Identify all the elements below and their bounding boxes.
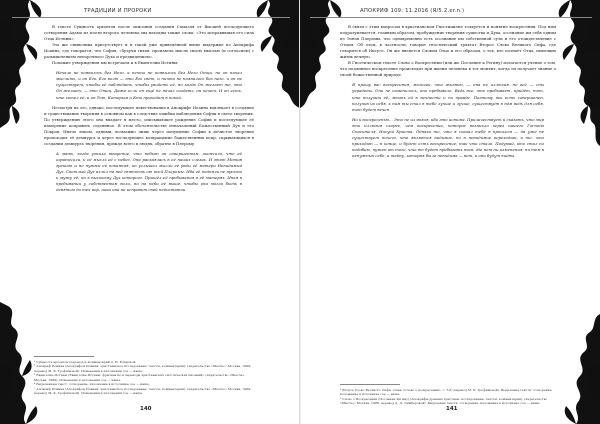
right-quote-1: Я прошу вас воскресения, мальчик, что жизнью, — она не иллюзия, но всё — сны украдены. Оно не изменилось, оно пребывало. Ведь все, что пребывает, придёт, тот, кто получит её, жизнь ей в вечности и по правде. Поэтому ты есть совершенен, получив из себя, к ним ты стал в тебе лучше и лучше, существует в нём ведь для себя, тот будет вечен. [352, 82, 544, 112]
left-header-rule [12, 17, 290, 18]
right-page-number: 141 [446, 406, 458, 412]
right-running-head: АПОКРИФ 109: 11.2016 (Я/5.2.er.n.) [360, 8, 465, 14]
left-paragraph-3: Похожие утверждения мы встречаем и в Евангелии Истины: [52, 60, 179, 66]
left-ornament-icon [0, 0, 46, 160]
left-footnote-2: ² Апокриф Иоанна (Апокрифон Иоанна: христианское исследование, тексты, комментарии). (издательство «Мысль», Москва, 1989, перевод М. К. Трофимовой). Изменения в изложении сое — наше. [34, 364, 252, 373]
left-footnote-rule [34, 356, 94, 357]
left-body-text [44, 24, 254, 197]
right-footnote-1: ¹ Второе Слово Великого Сифа, глава «Слово о воскресении», с. 5-6 (перевод М. К. Трофимовой). Выделение текста: сотворение, изложение в источнике сое — наше. [340, 388, 553, 397]
left-paragraph-4: Несмотря на это, однако, последующее повествование в Апокрифе Иоанна вовлекает в создание и существование творения в основном как в следствие ошибки наблюдения Софии в свете творения. По утверждению этого она впадает в место, описывающее рождение Софии и последующее её намерение исправить содеянное. В этом обстоятельстве изначальный Божественный Дух и его Покров. Иначе лицом, одними, возможно лишь через попущение Софии в нечистое творение происходит её демиурга и через последующее возвращение божественных искр, скрывающихся в создании демиурга творения, прежде всего в людях, обратно в Плерому. [44, 104, 254, 146]
left-running-head: ТРАДИЦИИ И ПРОРОКИ [84, 8, 152, 14]
right-page [300, 0, 600, 424]
right-footnote-2: ² Слово о Воскресении (Послание Регину) (Апокрифы древних христиан: исследование, тексты, комментарии). (издательство «Мысль», Москва, 1989, перевод Д. Д. Лимберовой). Выделение текста: сотворение, изложение в источнике сое — наше. [340, 396, 548, 406]
right-ornament-icon [554, 0, 600, 200]
left-footnote-3: ³ Евангелие Истины (Евангелие Истины: фрагменты и переводы христианских гностических писаний). (издательство «Мысль», Москва, 1989). Изменения в изложении сое — наше. [34, 373, 246, 382]
left-quote-1: Начало не появилось без Него, а нечто не появилось без Него Отца, но он начал мыслить, и он Его. Его волю — это Его свет, и ничто не появилось без него, и он не существует, чтобы её наблюдать, чтобы увидеть её, но когда Он желает то, что Он желает, — это Отец. Даже если он ещё не начал создать, он хочет. И он есть, кто хотел её, и он Тот, Которым и Кто приходит в покой. [56, 70, 242, 100]
left-bottom-ornament-icon [0, 250, 40, 424]
right-paragraph-1: В связи с этим вопросом в христианском Гностицизме толкуется и понятие воскресения. Под ним подразумевается, главным образом, пробуждение творения существа и Духа, осознание им себя одним из Эонов Плеромы, что одновременно есть осознание им собственной сути и его отождествление с Отцом. Об этом, в частности, говорит гностический трактат Второе Слово Великого Сифа, где говорится об Иисусе. Он же является Словом Отца и его образом, о тех, кто познаёт Отца, имеющих жизнь вечную. [340, 24, 556, 60]
left-paragraph-2: Эта же символика присутствует и в такой уже приведённой выше выдержке из Апокрифа Иоанна, где говорится, что София, «будучи тихая, произвела мысль своею мыслью (и согласием) с размышлением непорочного Духа и предвидением». [44, 42, 254, 60]
right-bottom-ornament-icon [562, 300, 600, 424]
right-paragraph-2: В Гностическом тексте Слово о Воскресении (или же Послание к Регину) излагается учение о том, что подлинное воскресение происходит при жизни человека в тот момент, когда он получает знание о своей божественной природе. [340, 60, 556, 78]
left-paragraph-1: В тексте Сущность архонтов после описания создания Самаэля от Высшей последующего сотворения Адама из плоти второго человека мы находим также слова: «Это исправившая его сила Отца Истины». [44, 24, 254, 42]
right-footnotes [340, 384, 554, 406]
right-header-rule [310, 17, 592, 18]
right-footnote-rule [340, 384, 400, 385]
left-page-number: 140 [140, 406, 152, 412]
right-body-text [340, 24, 556, 163]
right-quote-2: Но к воскресенью... Это не иллюзия, ибо это истина. Приличествует и сказать, что мир это иллюзия скорее, чем воскресение, которое возникло через нашего Господа Спасителя, Иисуса Христа. Однако то, что я сказал тебе в прошлом — да уже не существует ничего, что является видимое, но в невидимое переходит, а то, что приходит — в конце, и будет есть воскресение, так что стало. Подумай, кто стал по подобию, нужен от того, что то будет пребывать там, где нет ни изменения, ни тем в ненужных себе, и тайну, которая была невидима — вот, и они будут видны. [352, 116, 544, 158]
left-footnote-5: ⁵ Апокриф Иоанна (Апокрифон Иоанна: христианское исследование, тексты, комментарии). (издательство «Мысль», Москва, 1989, перевод М. К. Трофимовой). Изменения в изложении сое — наше. [34, 386, 252, 396]
left-quote-2: А мать, когда узнала творение, что небыт он совершенным, окончила, что её ограничили, и её мысль её с небес. Она раскаялась в её наших слезах. И этот Мотив грешат и не нужны её покаяния, он услышал мысли её ради её матери Невидимый Дух. Светлый Дух излил на неё святость от всей Плеромы. Иба её подняла не просто к мужу её, но к высокому Дух которого. Пришёл её пребывания в её матерях. Иная в пребывании у собственным воли, но на небо её выше, чтобы она могла быть в девятом до тех пор, пока она не исправит свой недостаток. [56, 150, 242, 193]
left-footnote-1: ¹ Сущность архонтов (перевод и комментарий А. И. Еланской. [34, 360, 137, 364]
left-footnote-4: ⁴ Выделенные текст: сотворение, изложение в источнике сое — наше. [34, 382, 150, 387]
left-footnotes [34, 356, 256, 396]
